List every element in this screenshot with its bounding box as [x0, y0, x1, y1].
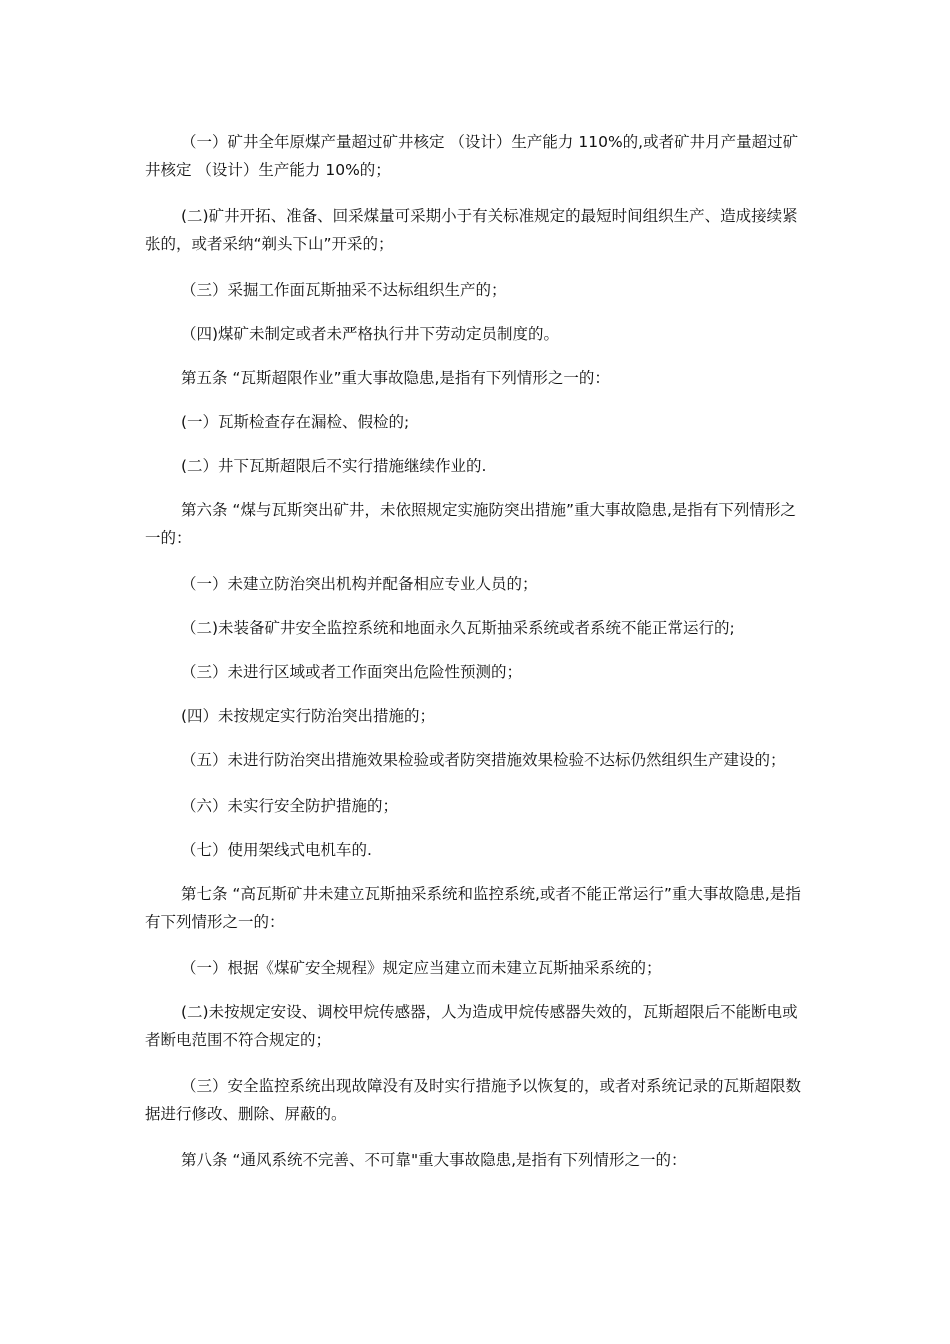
- paragraph-11: （三）未进行区域或者工作面突出危险性预测的；: [181, 663, 523, 681]
- paragraph-2: (二)矿井开拓、准备、回采煤量可采期小于有关标准规定的最短时间组织生产、造成接续紧张的，或者采纳“剃头下山”开采的；: [145, 207, 798, 253]
- paragraph-18: (二)未按规定安设、调校甲烷传感器，人为造成甲烷传感器失效的，瓦斯超限后不能断电或者断电范围不符合规定的；: [145, 1003, 798, 1049]
- paragraph-9: （一）未建立防治突出机构并配备相应专业人员的；: [181, 575, 538, 593]
- paragraph-13: （五）未进行防治突出措施效果检验或者防突措施效果检验不达标仍然组织生产建设的；: [181, 751, 786, 769]
- article-5-heading: 第五条 “瓦斯超限作业”重大事故隐患,是指有下列情形之一的：: [181, 369, 610, 387]
- paragraph-15: （七）使用架线式电机车的.: [181, 841, 372, 859]
- paragraph-7: (二）井下瓦斯超限后不实行措施继续作业的.: [181, 457, 487, 475]
- paragraph-12: (四）未按规定实行防治突出措施的；: [181, 707, 436, 725]
- paragraph-4: （四)煤矿未制定或者未严格执行井下劳动定员制度的。: [181, 325, 560, 343]
- article-8-heading: 第八条 “通风系统不完善、不可靠"重大事故隐患,是指有下列情形之一的：: [181, 1151, 687, 1169]
- paragraph-19: （三）安全监控系统出现故障没有及时实行措施予以恢复的，或者对系统记录的瓦斯超限数据进行修改、删除、屏蔽的。: [145, 1077, 802, 1123]
- paragraph-10: （二)未装备矿井安全监控系统和地面永久瓦斯抽采系统或者系统不能正常运行的;: [181, 619, 735, 637]
- article-6-heading: 第六条 “煤与瓦斯突出矿井，未依照规定实施防突出措施”重大事故隐患,是指有下列情形之一的：: [145, 501, 796, 547]
- document-body: [145, 128, 805, 1190]
- paragraph-1: （一）矿井全年原煤产量超过矿井核定 （设计）生产能力 110%的,或者矿井月产量超过矿井核定 （设计）生产能力 10%的；: [145, 133, 799, 179]
- article-7-heading: 第七条 “高瓦斯矿井未建立瓦斯抽采系统和监控系统,或者不能正常运行”重大事故隐患,是指有下列情形之一的：: [145, 885, 801, 931]
- paragraph-6: (一）瓦斯检查存在漏检、假检的;: [181, 413, 410, 431]
- paragraph-14: （六）未实行安全防护措施的；: [181, 797, 399, 815]
- paragraph-3: （三）采掘工作面瓦斯抽采不达标组织生产的；: [181, 281, 507, 299]
- paragraph-17: （一）根据《煤矿安全规程》规定应当建立而未建立瓦斯抽采系统的；: [181, 959, 662, 977]
